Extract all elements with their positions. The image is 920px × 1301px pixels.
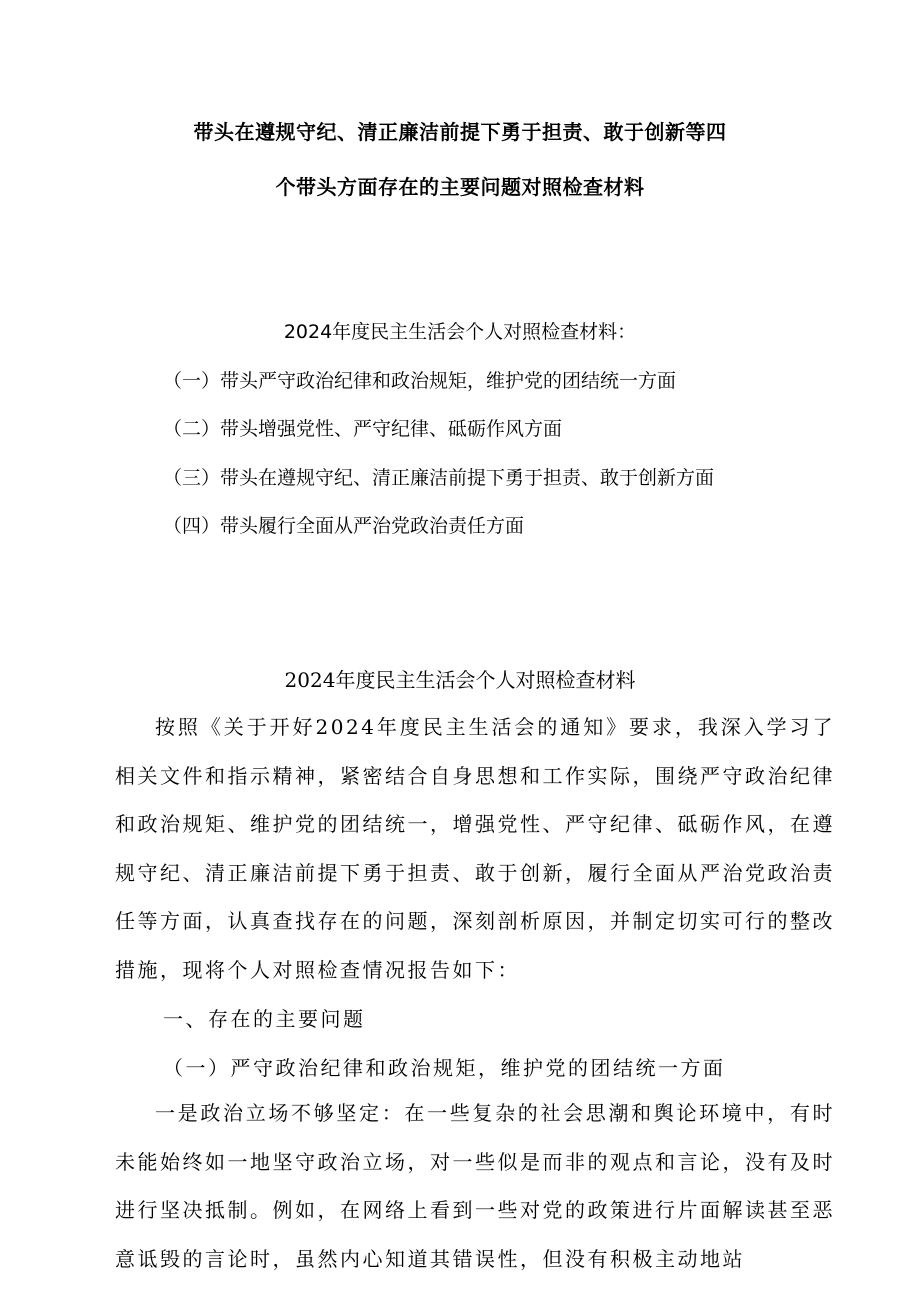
document-title-line-1: 带头在遵规守纪、清正廉洁前提下勇于担责、敢于创新等四: [193, 120, 727, 144]
toc-item: （二）带头增强党性、严守纪律、砥砺作风方面: [163, 418, 563, 440]
section-heading: 一、存在的主要问题: [163, 1007, 366, 1031]
toc-item: （三）带头在遵规守纪、清正廉洁前提下勇于担责、敢于创新方面: [163, 467, 715, 489]
toc-item: （四）带头履行全面从严治党政治责任方面: [163, 515, 525, 537]
body-heading: 2024年度民主生活会个人对照检查材料: [284, 668, 636, 692]
issue-paragraph: 一是政治立场不够坚定：在一些复杂的社会思潮和舆论环境中，有时未能始终如一地坚守政治立场，对一些似是而非的观点和言论，没有及时进行坚决抵制。例如，在网络上看到一些对党的政策进行片面解读甚至恶意诋毁的言论时，虽然内心知道其错误性，但没有积极主动地站: [115, 1101, 835, 1271]
toc-item: （一）带头严守政治纪律和政治规矩，维护党的团结统一方面: [163, 370, 677, 392]
toc-heading: 2024年度民主生活会个人对照检查材料：: [283, 321, 637, 343]
intro-paragraph: 按照《关于开好2024年度民主生活会的通知》要求，我深入学习了相关文件和指示精神，紧密结合自身思想和工作实际，围绕严守政治纪律和政治规矩、维护党的团结统一，增强党性、严守纪律、砥砺作风，在遵规守纪、清正廉洁前提下勇于担责、敢于创新，履行全面从严治党政治责任等方面，认真查找存在的问题，深刻剖析原因，并制定切实可行的整改措施，现将个人对照检查情况报告如下：: [115, 715, 835, 982]
document-title-line-2: 个带头方面存在的主要问题对照检查材料: [275, 175, 645, 199]
subsection-heading: （一）严守政治纪律和政治规矩，维护党的团结统一方面: [163, 1056, 726, 1080]
